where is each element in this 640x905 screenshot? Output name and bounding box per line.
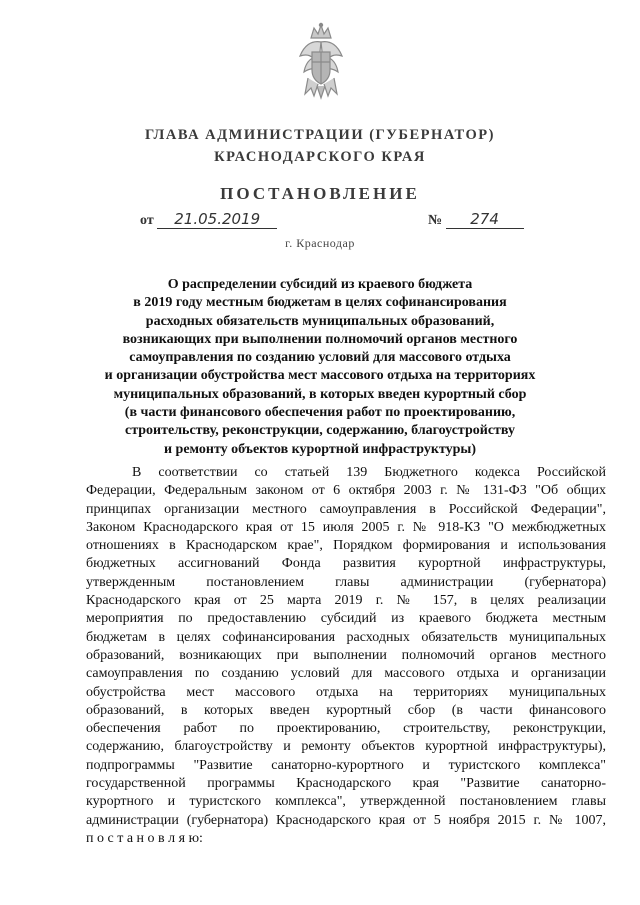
coat-of-arms-icon: [296, 22, 346, 100]
body-line: самоуправления по созданию условий для массового отдыха и организации: [86, 666, 606, 682]
title-line: расходных обязательств муниципальных образований,: [145, 313, 495, 329]
document-number: 274: [446, 211, 524, 229]
issuer-title-line-2: КРАСНОДАРСКОГО КРАЯ: [214, 149, 426, 165]
body-line: администрации (губернатора) Краснодарского края от 5 ноября 2015 г. № 1007,: [86, 812, 606, 828]
body-line: бюджетных ассигнований Фонда развития курортной инфраструктуры,: [86, 556, 606, 572]
document-date: 21.05.2019: [157, 211, 277, 229]
body-line: образований, в которых введен курортный сбор (в части финансового: [86, 702, 606, 718]
document-date-field: [140, 211, 277, 229]
title-line: и организации обустройства мест массового отдыха на территориях: [104, 368, 536, 384]
date-prefix: от: [140, 213, 154, 228]
issue-city: г. Краснодар: [285, 236, 355, 250]
body-line: мероприятия по предоставлению субсидий из краевого бюджета местным: [86, 611, 606, 627]
document-title: [100, 276, 540, 459]
title-line: муниципальных образований, в которых введен курортный сбор: [113, 386, 527, 402]
title-line: в 2019 году местным бюджетам в целях софинансирования: [133, 295, 507, 311]
body-line: отношениях в Краснодарском крае", Порядком формирования и использования: [86, 538, 606, 554]
document-type: ПОСТАНОВЛЕНИЕ: [220, 184, 420, 203]
title-line: строительству, реконструкции, содержанию, благоустройству: [124, 423, 516, 439]
body-line: обеспечения работ по проектированию, строительству, реконструкции,: [86, 721, 606, 737]
title-line: и ремонту объектов курортной инфраструктуры): [163, 441, 477, 457]
body-line: Краснодарского края от 25 марта 2019 г. № 157, в целях реализации: [86, 593, 606, 609]
body-line: курортного и туристского комплекса", утвержденной постановлением главы: [86, 794, 606, 810]
title-line: О распределении субсидий из краевого бюджета: [167, 277, 473, 292]
body-line: бюджетам в целях софинансирования расходных обязательств муниципальных: [86, 629, 606, 645]
number-prefix: №: [428, 213, 443, 228]
issuer-title-line-1: ГЛАВА АДМИНИСТРАЦИИ (ГУБЕРНАТОР): [145, 127, 495, 143]
body-line: обустройства мест массового отдыха на территориях муниципальных: [86, 684, 606, 700]
body-line: образований, возникающих при выполнении полномочий органов местного: [86, 647, 606, 663]
title-line: возникающих при выполнении полномочий органов местного: [122, 331, 518, 347]
document-number-field: [428, 211, 524, 229]
document-body: [86, 464, 606, 848]
title-line: (в части финансового обеспечения работ по проектированию,: [124, 405, 516, 421]
body-line: Федерации, Федеральным законом от 6 октября 2003 г. № 131-ФЗ "Об общих: [86, 483, 606, 499]
body-line: утвержденным постановлением главы администрации (губернатора): [86, 574, 606, 590]
body-line: принципах организации местного самоуправления в Российской Федерации",: [86, 501, 606, 517]
body-line: В соответствии со статьей 139 Бюджетного кодекса Российской: [132, 465, 606, 480]
body-line: государственной программы Краснодарского края "Развитие санаторно-: [86, 776, 606, 792]
body-line: Законом Краснодарского края от 15 июля 2005 г. № 918-КЗ "О межбюджетных: [86, 519, 606, 535]
body-line: подпрограммы "Развитие санаторно-курортного и туристского комплекса": [86, 757, 606, 773]
title-line: самоуправления по созданию условий для массового отдыха: [129, 350, 511, 366]
body-line: содержанию, благоустройству и ремонту объектов курортной инфраструктуры),: [86, 739, 606, 755]
body-line: п о с т а н о в л я ю:: [86, 830, 203, 846]
